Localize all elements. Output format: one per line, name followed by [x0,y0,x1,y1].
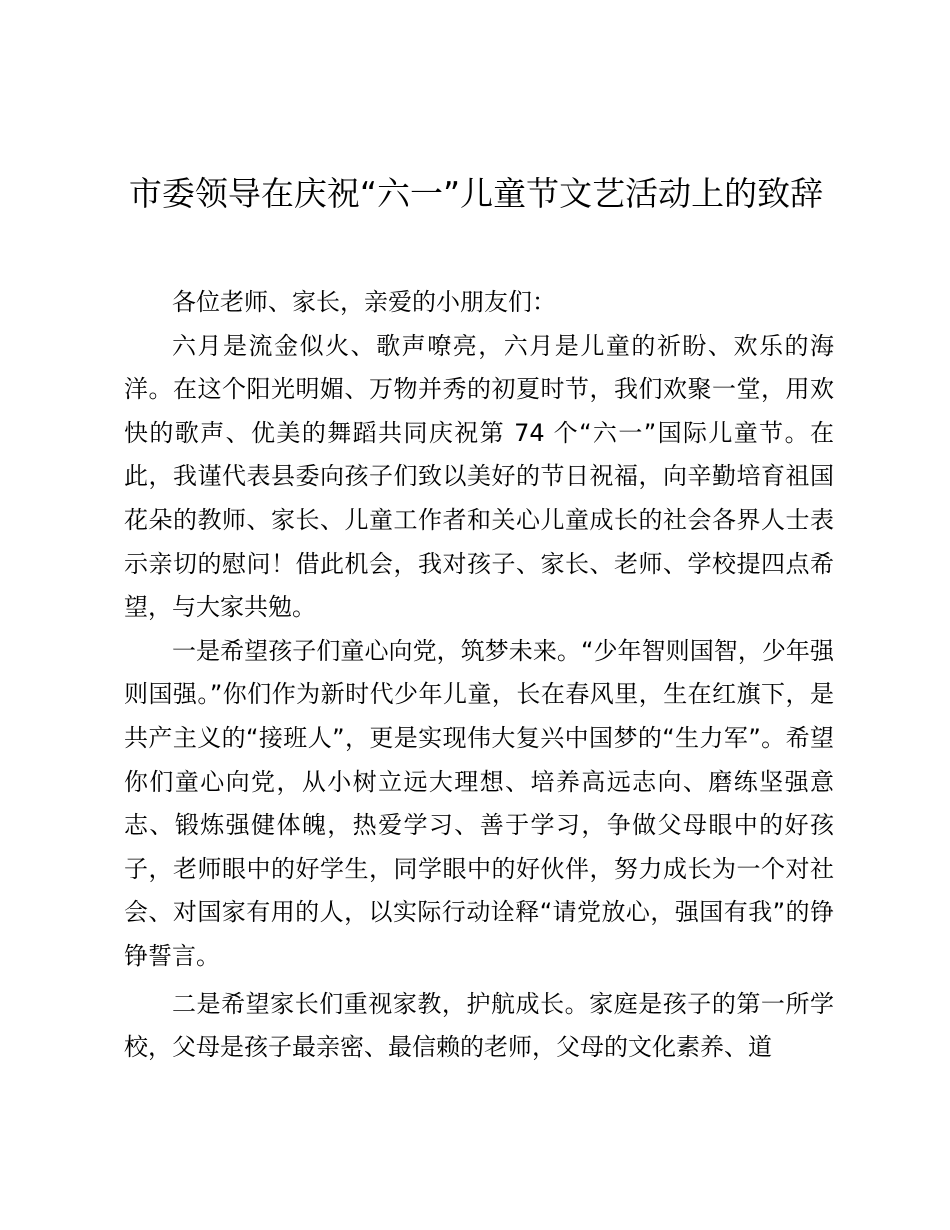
paragraph-hope-parents: 二是希望家长们重视家教，护航成长。家庭是孩子的第一所学校，父母是孩子最亲密、最信赖的老师，父母的文化素养、道 [124,989,834,1062]
document-body [124,281,834,1070]
paragraph-intro: 六月是流金似火、歌声嘹亮，六月是儿童的祈盼、欢乐的海洋。在这个阳光明媚、万物并秀的初夏时节，我们欢聚一堂，用欢快的歌声、优美的舞蹈共同庆祝第 74 个“六一”国际儿童节。在此，我谨代表县委向孩子们致以美好的节日祝福，向辛勤培育祖国花朵的教师、家长、儿童工作者和关心儿童成长的社会各界人士表示亲切的慰问！借此机会，我对孩子、家长、老师、学校提四点希望，与大家共勉。 [124,331,834,622]
document-title: 市委领导在庆祝“六一”儿童节文艺活动上的致辞 [128,174,824,213]
paragraph-hope-children: 一是希望孩子们童心向党，筑梦未来。“少年智则国智，少年强则国强。”你们作为新时代少年儿童，长在春风里，生在红旗下，是共产主义的“接班人”，更是实现伟大复兴中国梦的“生力军”。希望你们童心向党，从小树立远大理想、培养高远志向、磨练坚强意志、锻炼强健体魄，热爱学习、善于学习，争做父母眼中的好孩子，老师眼中的好学生，同学眼中的好伙伴，努力成长为一个对社会、对国家有用的人，以实际行动诠释“请党放心，强国有我”的铮铮誓言。 [124,636,834,970]
salutation: 各位老师、家长，亲爱的小朋友们： [172,288,556,316]
